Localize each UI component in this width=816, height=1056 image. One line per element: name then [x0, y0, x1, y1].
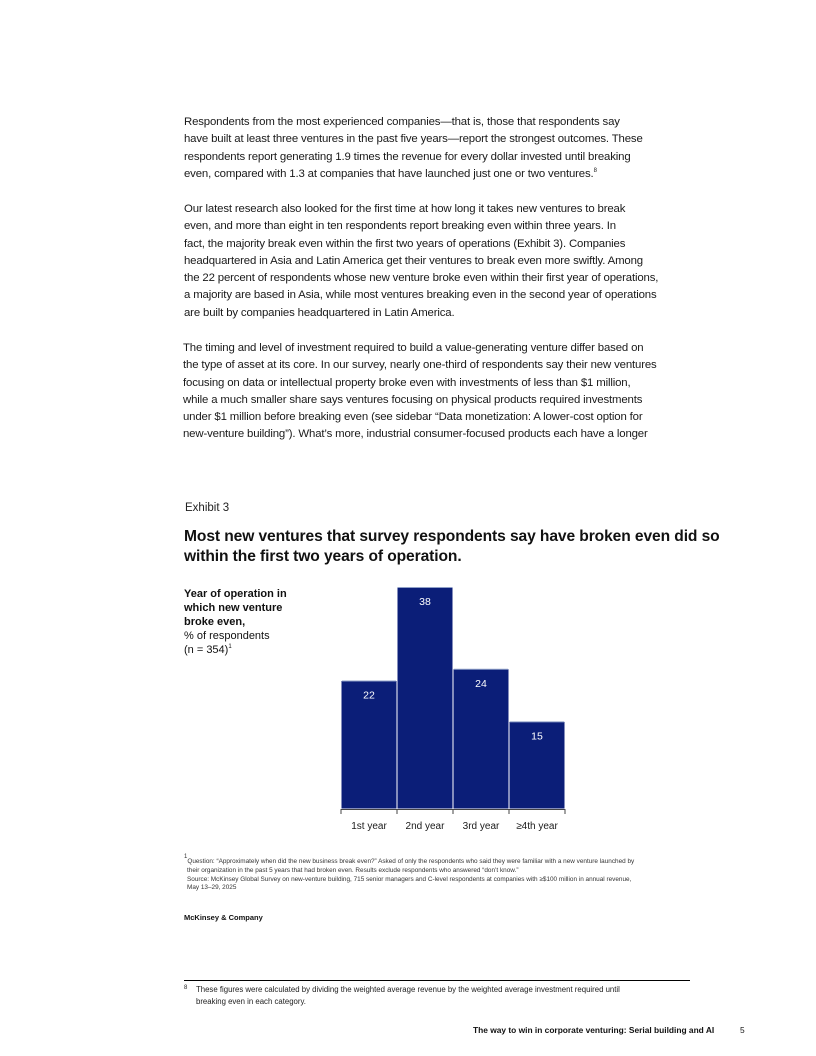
footnote-text: Question: “Approximately when did the new business break even?” Asked of only the respondents who said they were familiar with a new venture launched by — [187, 858, 635, 865]
text-line — [184, 166, 704, 183]
footnote-ref[interactable]: 1 — [228, 644, 232, 650]
data-label: 24 — [475, 677, 487, 690]
footnote-line — [184, 854, 744, 867]
text-line: a majority are based in Asia, while most ventures breaking even in the second year of operations — [184, 289, 657, 302]
footnote-ref[interactable]: 8 — [593, 167, 597, 174]
caption-line: % of respondents — [184, 630, 270, 642]
footnote-marker: 1 — [184, 854, 188, 860]
text-line: headquartered in Asia and Latin America get their ventures to break even more swiftly. Among — [184, 254, 643, 267]
exhibit-footnotes — [184, 854, 744, 893]
text-line: even, and more than eight in ten respondents report breaking even within three years. In — [184, 220, 616, 233]
brand-name: McKinsey & Company — [184, 913, 263, 922]
text-fragment: even, compared with 1.3 at companies that have launched just one or two ventures. — [184, 167, 594, 180]
paragraph-investment-levels — [183, 340, 703, 444]
text-line: The timing and level of investment required to build a value-generating venture differ based on — [183, 342, 644, 354]
page-footnote — [184, 984, 620, 1008]
caption-fragment: (n = 354) — [184, 644, 229, 656]
footnote-line: breaking even in each category. — [196, 997, 306, 1006]
footnote-line: their organization in the past 5 years that had broken even. Results exclude respondents who answered “don’t know.” — [187, 866, 519, 874]
x-tick-label: ≥4th year — [516, 821, 558, 832]
text-line: respondents report generating 1.9 times the revenue for every dollar invested until breaking — [184, 150, 631, 163]
data-label: 15 — [531, 730, 543, 743]
caption-line: broke even, — [184, 616, 246, 628]
footnote-line: These figures were calculated by dividing the weighted average revenue by the weighted average investment required until — [196, 985, 620, 994]
data-label: 22 — [363, 689, 375, 702]
paragraph-experienced-companies — [184, 114, 704, 183]
text-line: new-venture building”). What’s more, industrial consumer-focused products each have a longer — [183, 428, 648, 441]
caption-line: which new venture — [184, 602, 283, 614]
footnote-line: May 13–29, 2025 — [187, 884, 237, 892]
text-line: Respondents from the most experienced companies—that is, those that respondents say — [184, 116, 620, 128]
exhibit-label: Exhibit 3 — [185, 502, 230, 514]
caption-line: Year of operation in — [184, 588, 287, 600]
bar-chart — [330, 580, 580, 840]
x-tick-label: 3rd year — [462, 821, 500, 832]
footnote-marker: 8 — [184, 985, 188, 991]
text-line: focusing on data or intellectual property broke even with investments of less than $1 million, — [183, 376, 631, 389]
text-line: under $1 million before breaking even (see sidebar “Data monetization: A lower-cost option for — [183, 411, 643, 424]
running-footer-title: The way to win in corporate venturing: Serial building and AI — [473, 1025, 715, 1035]
footnote-line: Source: McKinsey Global Survey on new-venture building, 715 senior managers and C-level respondents at companies with ≥$100 million in annual revenue, — [187, 875, 632, 883]
text-line: the type of asset at its core. In our survey, nearly one-third of respondents say their new ventures — [183, 359, 657, 372]
x-tick-label: 1st year — [351, 821, 387, 832]
chart-caption — [184, 587, 324, 657]
x-tick-label: 2nd year — [405, 821, 445, 832]
text-line: are built by companies headquartered in Latin America. — [184, 306, 455, 319]
text-line: the 22 percent of respondents whose new venture broke even within their first year of operations, — [184, 272, 659, 285]
page-number: 5 — [740, 1025, 745, 1035]
exhibit-title: Most new ventures that survey respondents say have broken even did so within the first two years of operation. — [184, 528, 720, 565]
text-line: while a much smaller share says ventures focusing on physical products required investments — [183, 393, 643, 406]
caption-line — [184, 643, 324, 657]
bar — [397, 587, 453, 809]
text-line: Our latest research also looked for the first time at how long it takes new ventures to break — [184, 203, 626, 215]
text-line: fact, the majority break even within the first two years of operations (Exhibit 3). Companies — [184, 237, 626, 250]
paragraph-break-even-timing — [184, 201, 704, 322]
data-label: 38 — [419, 596, 431, 608]
footnote-divider — [184, 980, 690, 981]
text-line: have built at least three ventures in the past five years—report the strongest outcomes. These — [184, 133, 643, 146]
bar — [453, 669, 509, 809]
